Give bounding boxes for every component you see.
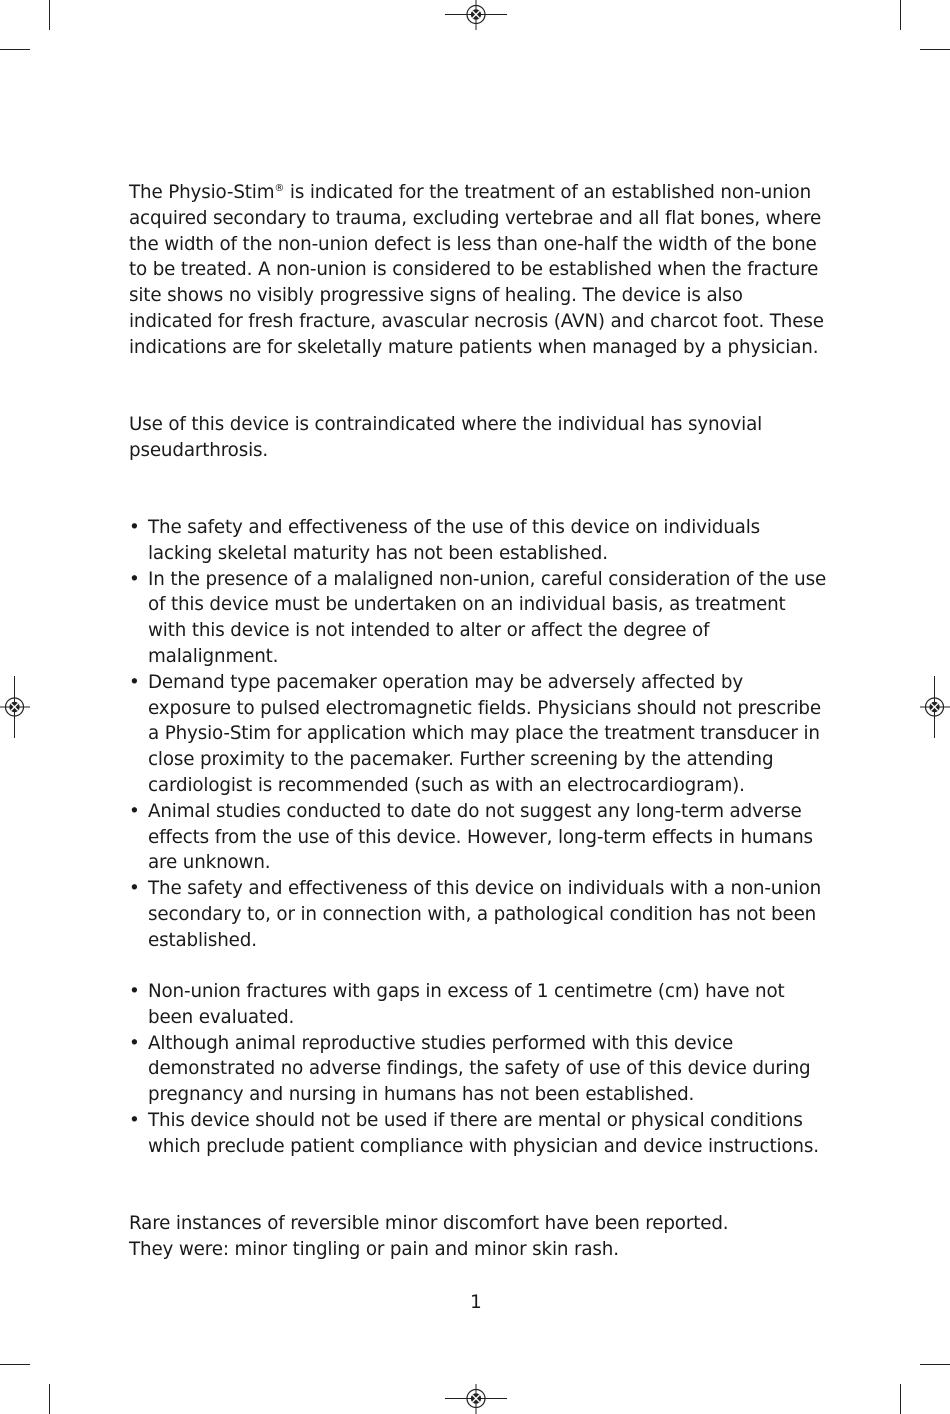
list-item [129,567,829,670]
registration-mark-bottom [445,1384,507,1414]
crop-mark-bottom-left-horizontal [0,1364,30,1365]
page-number: 1 [470,1292,482,1313]
bullet: • [129,1032,140,1054]
bullet: • [129,517,140,538]
indications-text-start: The Physio-Stim [129,182,275,203]
list-item [129,799,829,876]
list-item [129,515,829,567]
registration-mark-right [920,676,950,738]
indications-paragraph [129,180,829,361]
warning-text: The safety and effectiveness of the use of this device on individuals lacking skeletal maturity has not been established. [148,517,760,564]
registration-mark-left [0,676,30,738]
crop-mark-top-left-horizontal [0,49,30,50]
list-item [129,1108,829,1160]
warning-text: The safety and effectiveness of this device on individuals with a non-union secondary to, or in connection with, a pathological condition has not been established. [148,878,822,951]
list-item [129,1031,829,1108]
registered-trademark-mark: ® [274,183,285,194]
crop-mark-top-right-vertical [900,0,901,30]
crop-mark-bottom-left-vertical [49,1384,50,1414]
bullet: • [129,800,140,822]
bullet: • [129,878,140,900]
bullet: • [129,981,140,1002]
registration-mark-top [445,0,507,30]
crop-mark-top-right-horizontal [920,49,950,50]
contraindications-paragraph: Use of this device is contraindicated where the individual has synovial pseudarthrosis. [129,414,763,461]
list-item [129,876,829,953]
adverse-effects-line-2: They were: minor tingling or pain and minor skin rash. [129,1239,619,1260]
precautions-list [129,979,829,1160]
precaution-text: Although animal reproductive studies performed with this device demonstrated no adverse findings, the safety of use of this device during pregnancy and nursing in humans has not been established. [148,1032,811,1106]
bullet: • [129,1109,140,1131]
bullet: • [129,568,140,590]
warnings-list [129,515,829,954]
precaution-text: This device should not be used if there are mental or physical conditions which preclude patient compliance with physician and device instructions. [148,1109,819,1157]
precaution-text: Non-union fractures with gaps in excess of 1 centimetre (cm) have not been evaluated. [148,981,785,1028]
crop-mark-bottom-right-horizontal [920,1364,950,1365]
list-item [129,670,829,799]
warning-text: Animal studies conducted to date do not suggest any long-term adverse effects from the use of this device. However, long-term effects in humans are unknown. [148,800,813,874]
adverse-effects-line-1: Rare instances of reversible minor discomfort have been reported. [129,1213,729,1234]
bullet: • [129,671,140,693]
warning-text: Demand type pacemaker operation may be adversely affected by exposure to pulsed electromagnetic fields. Physicians should not prescribe a Physio-Stim for application which may place the treatment transducer in close proximity to the pacemaker. Further screening by the attending cardiologist is recommended (such as with an electrocardiogram). [148,671,821,796]
crop-mark-top-left-vertical [49,0,50,30]
list-item [129,979,829,1031]
warning-text: In the presence of a malaligned non-union, careful consideration of the use of this device must be undertaken on an individual basis, as treatment with this device is not intended to alter or affect the degree of malalignment. [148,568,827,667]
crop-mark-bottom-right-vertical [900,1384,901,1414]
indications-text-rest: is indicated for the treatment of an established non-union acquired secondary to trauma, excluding vertebrae and all flat bones, where the width of the non-union defect is less than one-half the width of the bone to be treated. A non-union is considered to be established when the fracture site shows no visibly progressive signs of healing. The device is also indicated for fresh fracture, avascular necrosis (AVN) and charcot foot. These indications are for skeletally mature patients when managed by a physician. [129,182,824,358]
